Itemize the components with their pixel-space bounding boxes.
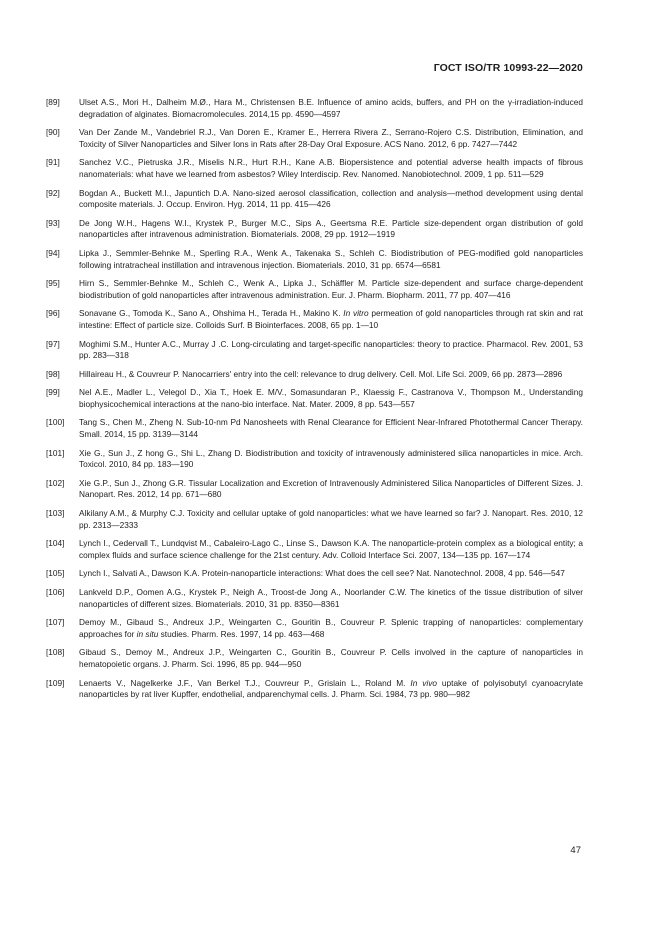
reference-list	[46, 97, 583, 708]
reference-text	[79, 369, 583, 381]
reference-text	[79, 188, 583, 211]
reference-item	[46, 339, 583, 362]
reference-text	[79, 617, 583, 640]
reference-number: [99]	[46, 387, 60, 398]
reference-item	[46, 218, 583, 241]
reference-italic-term: in situ	[136, 628, 159, 639]
reference-text	[79, 97, 583, 120]
reference-text-segment: studies. Pharm. Res. 1997, 14 pp. 463—468	[158, 628, 325, 639]
reference-number: [101]	[46, 447, 65, 458]
reference-text-segment: Hillaireau H., & Couvreur P. Nanocarriers' entry into the cell: relevance to drug delivery. Cell. Mol. Life Sci. 2009, 66 pp. 2873—2896	[79, 368, 563, 379]
reference-italic-term: In vivo	[410, 677, 437, 688]
reference-text-segment: Van Der Zande M., Vandebriel R.J., Van Doren E., Kramer E., Herrera Rivera Z., Serrano-Rojero C.S. Distribution, Elimination, and Toxicity of Silver Nanoparticles and Silver Ions in Rats after 28-Day Oral Exposure. ACS Nano. 2012, 6 pp. 7427—7442	[79, 127, 583, 149]
reference-text-segment: Lankveld D.P., Oomen A.G., Krystek P., Neigh A., Troost-de Jong A., Noorlander C.W. The kinetics of the tissue distribution of silver nanoparticles of different sizes. Biomaterials. 2010, 31 pp. 8350—8361	[79, 587, 583, 609]
document-id-header: ГОСТ ISO/TR 10993-22—2020	[433, 62, 583, 74]
reference-text-segment: Sanchez V.C., Pietruska J.R., Miselis N.R., Hurt R.H., Kane A.B. Biopersistence and potential adverse health impacts of fibrous nanomaterials: what have we learned from asbestos? Wiley Interdiscip. Rev. Nanomed. Nanobiotechnol. 2009, 1 pp. 511—529	[79, 157, 583, 179]
reference-text-segment: Alkilany A.M., & Murphy C.J. Toxicity and cellular uptake of gold nanoparticles: what we have learned so far? J. Nanopart. Res. 2010, 12 pp. 2313—2333	[79, 508, 583, 530]
reference-item	[46, 97, 583, 120]
reference-text-segment: Ulset A.S., Mori H., Dalheim M.Ø., Hara M., Christensen B.E. Influence of amino acids, buffers, and PH on the γ-irradiation-induced degradation of alginates. Biomacromolecules. 2014,15 pp. 4590—4597	[79, 97, 583, 119]
reference-item	[46, 127, 583, 150]
reference-number: [96]	[46, 308, 60, 319]
reference-text-segment: Hirn S., Semmler-Behnke M., Schleh C., Wenk A., Lipka J., Schäffler M. Particle size-dependent and surface charge-dependent biodistribution of gold nanoparticles after intravenous administration. Eur. J. Pharm. Biopharm. 2011, 77 pp. 407—416	[79, 278, 583, 300]
reference-text	[79, 339, 583, 362]
reference-number: [102]	[46, 477, 65, 488]
reference-number: [98]	[46, 368, 60, 379]
reference-item	[46, 308, 583, 331]
reference-number: [90]	[46, 127, 60, 138]
reference-number: [89]	[46, 97, 60, 107]
reference-text-segment: Moghimi S.M., Hunter A.C., Murray J .C. Long-circulating and target-specific nanoparticles: theory to practice. Pharmacol. Rev. 2001, 53 pp. 283—318	[79, 338, 583, 361]
reference-text	[79, 157, 583, 180]
reference-item	[46, 417, 583, 440]
reference-text	[79, 127, 583, 150]
reference-item	[46, 188, 583, 211]
reference-text	[79, 538, 583, 561]
reference-number: [97]	[46, 338, 60, 349]
reference-text-segment: permeation of gold nanoparticles through rat skin and rat intestine: Effect of particle size. Colloids Surf. B Biointerfaces. 2008, 65 pp. 1—10	[79, 308, 583, 330]
reference-text-segment: Nel A.E., Madler L., Velegol D., Xia T., Hoek E. M/V., Somasundaran P., Klaessig F., Castranova V., Thompson M., Understanding biophysicochemical interactions at the nano-bio interface. Nat. Mater. 2009, 8 pp. 543—557	[79, 387, 583, 409]
reference-number: [91]	[46, 157, 60, 168]
reference-item	[46, 617, 583, 640]
reference-text	[79, 587, 583, 610]
reference-number: [103]	[46, 508, 65, 519]
reference-number: [105]	[46, 568, 65, 579]
reference-text-segment: Lipka J., Semmler-Behnke M., Sperling R.A., Wenk A., Takenaka S., Schleh C. Biodistribution of PEG-modified gold nanoparticles following intratracheal instillation and intravenous injection. Biomaterials. 2010, 31 pp. 6574—6581	[79, 247, 583, 270]
reference-italic-term: In vitro	[343, 308, 369, 319]
reference-number: [109]	[46, 677, 65, 688]
reference-text	[79, 678, 583, 701]
reference-item	[46, 157, 583, 180]
reference-item	[46, 647, 583, 670]
reference-item	[46, 538, 583, 561]
reference-text-segment: Xie G., Sun J., Z hong G., Shi L., Zhang D. Biodistribution and toxicity of intravenously administered silica nanoparticles in mice. Arch. Toxicol. 2010, 84 pp. 183—190	[79, 447, 583, 470]
reference-item	[46, 387, 583, 410]
reference-text	[79, 248, 583, 271]
reference-text-segment: Lynch I., Salvati A., Dawson K.A. Protein-nanoparticle interactions: What does the cell see? Nat. Nanotechnol. 2008, 4 pp. 546—547	[79, 568, 565, 579]
reference-text	[79, 218, 583, 241]
reference-number: [92]	[46, 187, 60, 198]
reference-text-segment: Gibaud S., Demoy M., Andreux J.P., Weingarten C., Gouritin B., Couvreur P. Cells involved in the capture of nanoparticles in hematopoietic organs. J. Pharm. Sci. 1996, 85 pp. 944—950	[79, 647, 583, 669]
reference-text	[79, 308, 583, 331]
reference-text	[79, 448, 583, 471]
reference-text	[79, 278, 583, 301]
reference-number: [95]	[46, 278, 60, 289]
reference-text-segment: Lenaerts V., Nagelkerke J.F., Van Berkel T.J., Couvreur P., Grislain L., Roland M.	[79, 677, 411, 688]
reference-item	[46, 678, 583, 701]
reference-text	[79, 568, 583, 580]
reference-text	[79, 508, 583, 531]
reference-text	[79, 647, 583, 670]
reference-item	[46, 448, 583, 471]
reference-text-segment: Demoy M., Gibaud S., Andreux J.P., Weingarten C., Gouritin B., Couvreur P. Splenic trapping of nanoparticles: complementary approaches for	[79, 617, 583, 639]
reference-number: [100]	[46, 417, 65, 428]
reference-text	[79, 417, 583, 440]
reference-text	[79, 478, 583, 501]
reference-number: [106]	[46, 587, 65, 597]
reference-item	[46, 568, 583, 580]
reference-text	[79, 387, 583, 410]
reference-item	[46, 587, 583, 610]
reference-item	[46, 478, 583, 501]
reference-text-segment: Tang S., Chen M., Zheng N. Sub-10-nm Pd Nanosheets with Renal Clearance for Efficient Near-Infrared Photothermal Cancer Therapy. Small. 2014, 15 pp. 3139—3144	[79, 417, 583, 440]
reference-number: [104]	[46, 538, 65, 549]
reference-text-segment: uptake of polyisobutyl cyanoacrylate nanoparticles by rat liver Kupffer, endothelial, andparenchymal cells. J. Pharm. Sci. 1984, 73 pp. 980—982	[79, 677, 583, 700]
reference-number: [107]	[46, 617, 65, 628]
reference-item	[46, 369, 583, 381]
reference-number: [108]	[46, 647, 65, 658]
reference-number: [93]	[46, 217, 60, 228]
reference-text-segment: De Jong W.H., Hagens W.I., Krystek P., Burger M.C., Sips A., Geertsma R.E. Particle size-dependent organ distribution of gold nanoparticles after intravenous administration. Biomaterials. 2008, 29 pp. 1912—1919	[79, 217, 583, 240]
reference-text-segment: Lynch I., Cedervall T., Lundqvist M., Cabaleiro-Lago C., Linse S., Dawson K.A. The nanoparticle-protein complex as a biological entity; a complex fluids and surface science challenge for the 21st century. Adv. Colloid Interface Sci. 2007, 134—135 pp. 167—174	[79, 538, 583, 560]
reference-number: [94]	[46, 247, 60, 258]
reference-text-segment: Xie G.P., Sun J., Zhong G.R. Tissular Localization and Excretion of Intravenously Administered Silica Nanoparticles of Different Sizes. J. Nanopart. Res. 2012, 14 pp. 671—680	[79, 477, 583, 500]
page-number: 47	[570, 845, 581, 856]
reference-text-segment: Sonavane G., Tomoda K., Sano A., Ohshima H., Terada H., Makino K.	[79, 308, 344, 319]
reference-item	[46, 278, 583, 301]
reference-item	[46, 508, 583, 531]
reference-item	[46, 248, 583, 271]
reference-text-segment: Bogdan A., Buckett M.I., Japuntich D.A. Nano-sized aerosol classification, collection and analysis—method development using dental composite materials. J. Occup. Environ. Hyg. 2014, 11 pp. 415—426	[79, 187, 583, 210]
